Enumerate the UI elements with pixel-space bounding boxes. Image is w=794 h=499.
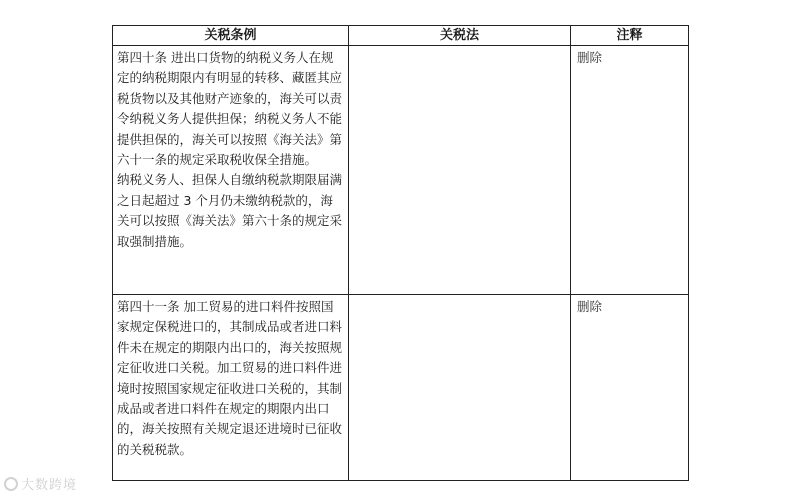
logo-icon: [4, 477, 18, 491]
table-row: [113, 295, 689, 481]
regulation-paragraph: 纳税义务人、担保人自缴纳税款期限届满之日起超过 3 个月仍未缴纳税款的，海关可以按照《海关法》第六十条的规定采取强制措施。: [117, 172, 343, 249]
table-header-row: [113, 26, 689, 46]
header-regulation: 关税条例: [113, 26, 349, 46]
regulation-paragraph: 第四十条 进出口货物的纳税义务人在规定的纳税期限内有明显的转移、藏匿其应税货物以及其他财产迹象的，海关可以责令纳税义务人提供担保；纳税义务人不能提供担保的，海关可以按照《海关法》第六十一条的规定采取税收保全措施。: [117, 50, 343, 168]
watermark: [4, 474, 77, 493]
law-cell: [349, 295, 571, 481]
note-cell: 删除: [571, 46, 689, 295]
watermark-text: 大数跨境: [21, 478, 78, 493]
table-row: [113, 46, 689, 295]
header-note: 注释: [571, 26, 689, 46]
regulation-cell: [113, 46, 349, 295]
note-cell: 删除: [571, 295, 689, 481]
comparison-table: [112, 25, 689, 481]
law-cell: [349, 46, 571, 295]
header-law: 关税法: [349, 26, 571, 46]
regulation-paragraph: 第四十一条 加工贸易的进口料件按照国家规定保税进口的，其制成品或者进口料件未在规定的期限内出口的，海关按照规定征收进口关税。加工贸易的进口料件进境时按照国家规定征收进口关税的，其制成品或者进口料件在规定的期限内出口的，海关按照有关规定退还进境时已征收的关税税款。: [117, 299, 343, 457]
regulation-cell: [113, 295, 349, 481]
